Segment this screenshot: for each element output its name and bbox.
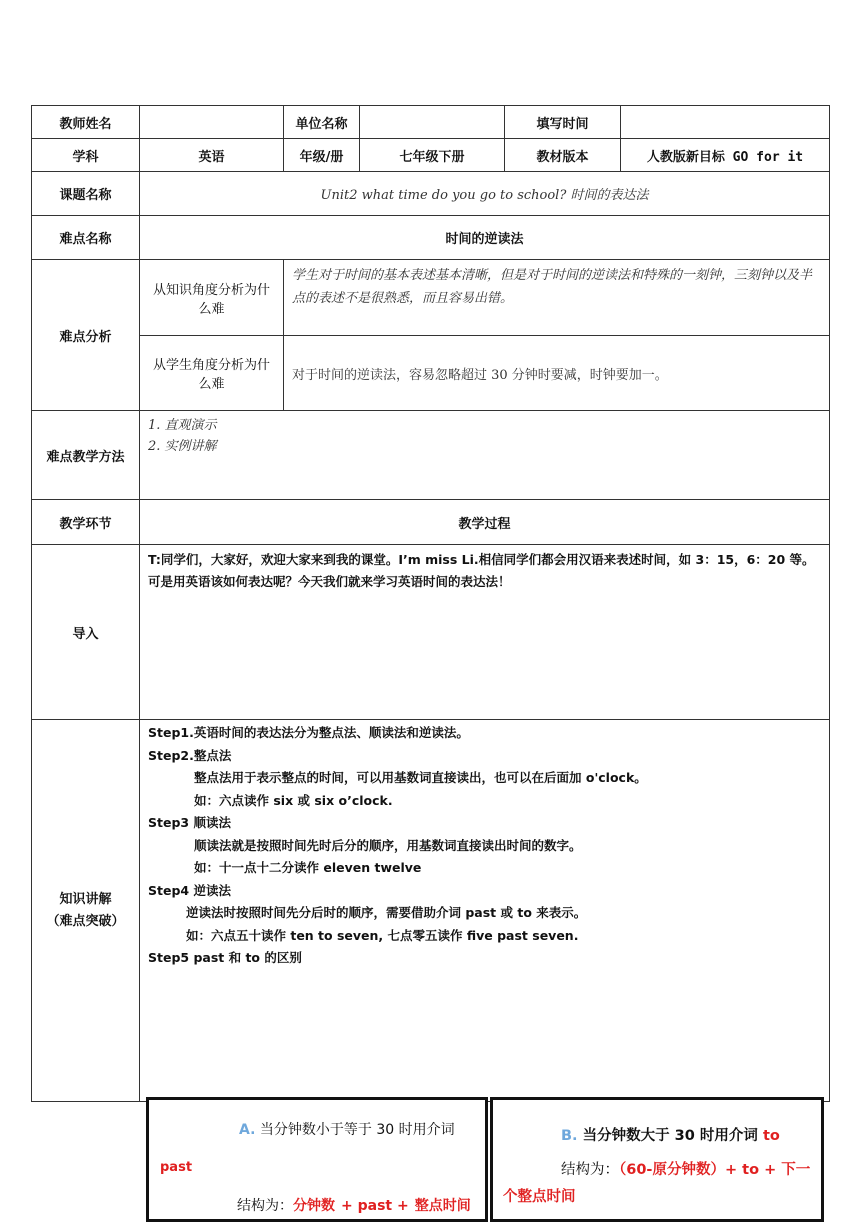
past-rule-box xyxy=(146,1097,488,1222)
teacher-name-label: 教师姓名 xyxy=(32,106,140,139)
step-line: 如：十一点十二分读作 eleven twelve xyxy=(194,860,422,875)
marker-b: B. xyxy=(561,1128,578,1144)
knowledge-angle-text: 学生对于时间的基本表述基本清晰，但是对于时间的逆读法和特殊的一刻钟，三刻钟以及半点的表述不是很熟悉，而且容易出错。 xyxy=(284,260,830,336)
past-hour: 整点时间 xyxy=(414,1198,471,1214)
row-analysis-knowledge xyxy=(32,260,830,336)
to-rule-title xyxy=(561,1124,780,1145)
row-method xyxy=(32,411,830,500)
knowledge-label-line2: （难点突破） xyxy=(46,913,125,929)
fill-time-value[interactable] xyxy=(621,106,830,139)
step-line: Step4 逆读法 xyxy=(148,882,231,898)
topic-value: Unit2 what time do you go to school? 时间的表达法 xyxy=(140,172,830,216)
to-structure-label: 结构为： xyxy=(561,1162,619,1178)
lesson-plan-table xyxy=(31,105,830,1102)
to-rule-title-text: 当分钟数大于 30 时用介词 xyxy=(582,1128,758,1144)
step-line: Step2.整点法 xyxy=(148,747,232,763)
topic-label: 课题名称 xyxy=(32,172,140,216)
knowledge-content xyxy=(140,720,830,1102)
knowledge-angle-label: 从知识角度分析为什么难 xyxy=(140,260,284,336)
analysis-label: 难点分析 xyxy=(32,260,140,411)
fill-time-label: 填写时间 xyxy=(505,106,621,139)
edition-label: 教材版本 xyxy=(505,139,621,172)
difficulty-label: 难点名称 xyxy=(32,216,140,260)
unit-label: 单位名称 xyxy=(284,106,360,139)
row-topic xyxy=(32,172,830,216)
to-formula: （60-原分钟数）+ to + 下一个整点时间 xyxy=(503,1162,811,1205)
knowledge-label xyxy=(32,720,140,1102)
step-line: 如：六点五十读作 ten to seven, 七点零五读作 five past seven. xyxy=(186,927,579,943)
step-line: 逆读法时按照时间先分后时的顺序，需要借助介词 past 或 to 来表示。 xyxy=(186,905,587,920)
step-line: 如：六点读作 six 或 six o’clock. xyxy=(194,792,393,808)
step-line: 顺读法就是按照时间先时后分的顺序，用基数词直接读出时间的数字。 xyxy=(194,837,582,853)
process-label: 教学环节 xyxy=(32,500,140,545)
past-minutes: 分钟数 xyxy=(293,1198,335,1214)
row-analysis-student xyxy=(32,336,830,411)
past-word: past xyxy=(160,1160,193,1175)
difficulty-value: 时间的逆读法 xyxy=(140,216,830,260)
to-rule-box xyxy=(490,1097,824,1222)
row-process xyxy=(32,500,830,545)
row-knowledge xyxy=(32,720,830,1102)
step-line: Step1.英语时间的表达法分为整点法、顺读法和逆读法。 xyxy=(148,725,469,740)
intro-text: T:同学们，大家好，欢迎大家来到我的课堂。I’m miss Li.相信同学们都会用汉语来表述时间，如 3：15，6：20 等。可是用英语该如何表达呢？今天我们就来学习英语时间的表达法！ xyxy=(140,545,830,720)
intro-label: 导入 xyxy=(32,545,140,720)
edition-value: 人教版新目标 GO for it xyxy=(621,139,830,172)
method-label: 难点教学方法 xyxy=(32,411,140,500)
past-rule-title-text: 当分钟数小于等于 30 时用介词 xyxy=(259,1122,455,1138)
to-word: to xyxy=(762,1128,780,1144)
subject-value: 英语 xyxy=(140,139,284,172)
subject-label: 学科 xyxy=(32,139,140,172)
teacher-name-value[interactable] xyxy=(140,106,284,139)
method-item: 2. 实例讲解 xyxy=(148,439,217,454)
grade-label: 年级/册 xyxy=(284,139,360,172)
row-subject xyxy=(32,139,830,172)
past-plus: + past + xyxy=(341,1198,409,1214)
past-structure-label: 结构为： xyxy=(237,1198,293,1214)
step-line: 整点法用于表示整点的时间，可以用基数词直接读出，也可以在后面加 o'clock。 xyxy=(194,770,647,785)
row-difficulty xyxy=(32,216,830,260)
step-line: Step5 past 和 to 的区别 xyxy=(148,950,302,965)
past-rule-title xyxy=(239,1119,455,1139)
student-angle-label: 从学生角度分析为什么难 xyxy=(140,336,284,411)
grade-value: 七年级下册 xyxy=(360,139,505,172)
marker-a: A. xyxy=(239,1122,256,1138)
student-angle-text: 对于时间的逆读法，容易忽略超过 30 分钟时要减，时钟要加一。 xyxy=(284,336,830,411)
method-list xyxy=(140,411,830,500)
knowledge-label-line1: 知识讲解 xyxy=(59,891,112,907)
step-line: Step3 顺读法 xyxy=(148,815,231,830)
process-value: 教学过程 xyxy=(140,500,830,545)
row-teacher xyxy=(32,106,830,139)
unit-value[interactable] xyxy=(360,106,505,139)
past-structure xyxy=(237,1195,471,1215)
to-structure xyxy=(503,1157,813,1211)
method-item: 1. 直观演示 xyxy=(148,418,217,433)
row-intro xyxy=(32,545,830,720)
